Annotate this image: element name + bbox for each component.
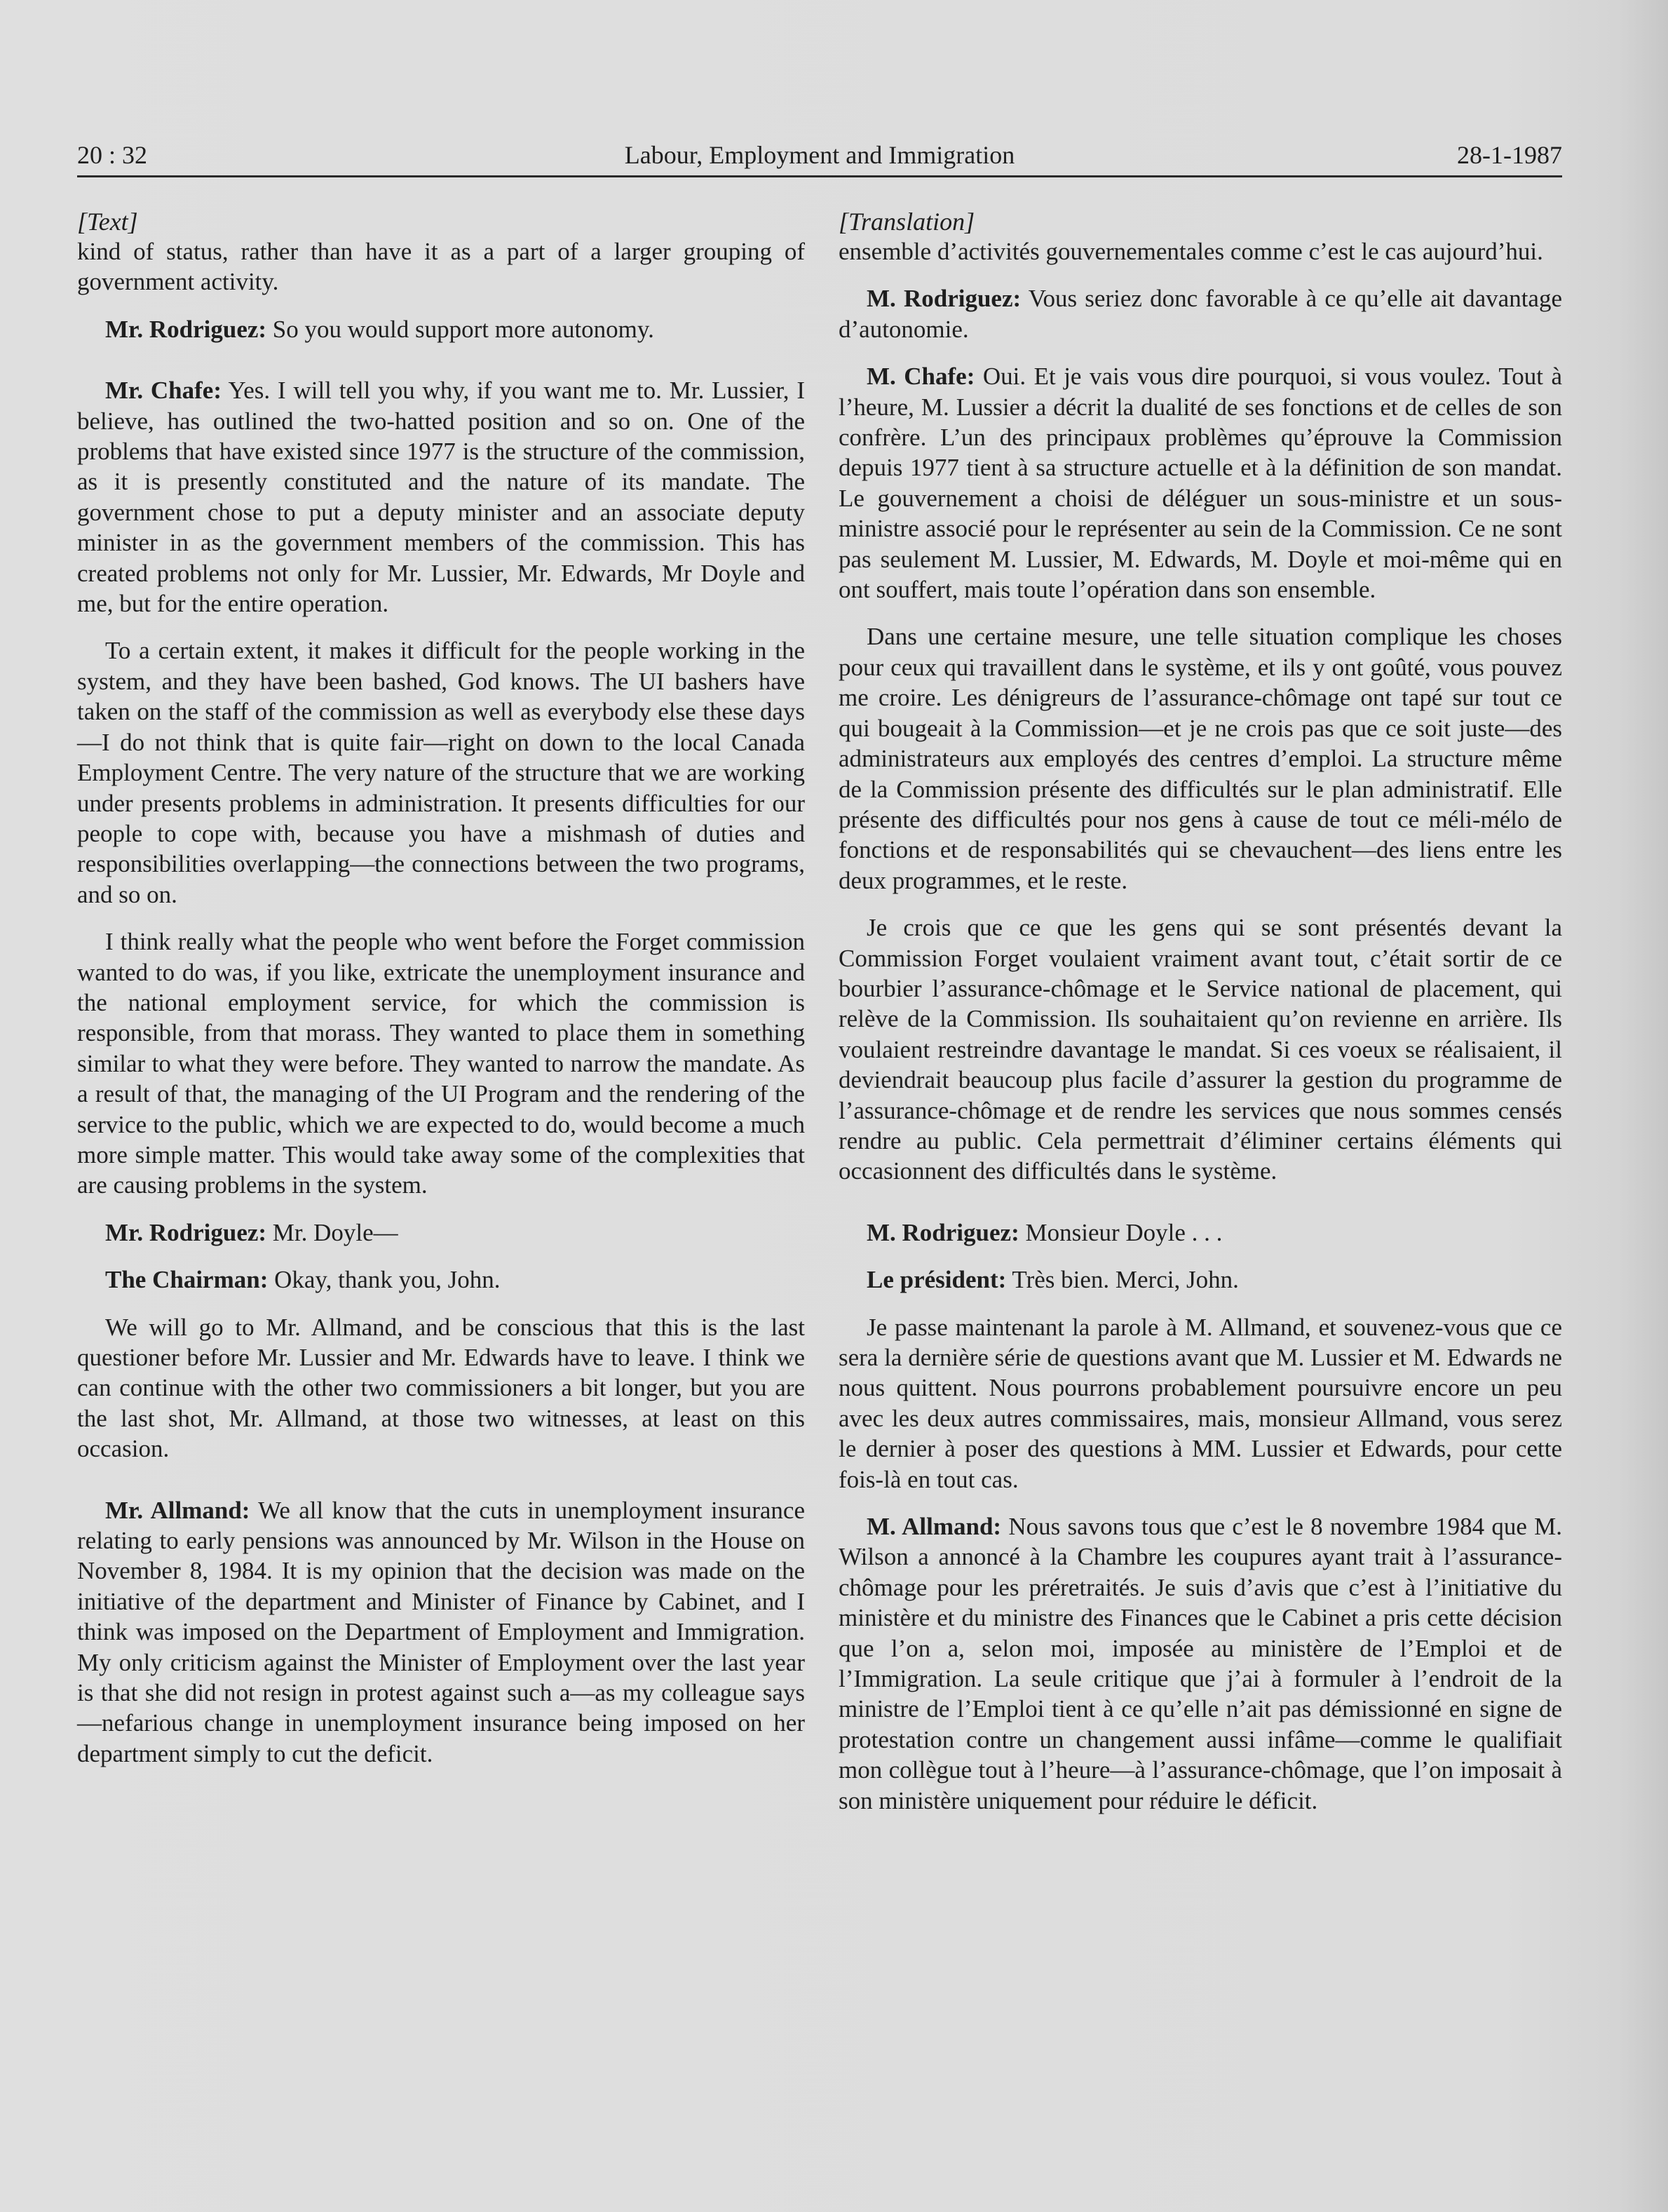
paragraph: Dans une certaine mesure, une telle situation complique les choses pour ceux qui travaillent dans le système, et ils y ont goûté, vous pouvez me croire. Les dénigreurs de l’assurance-chômage ont tapé sur tout ce qui bougeait à la Commission—et je ne crois pas que ce soit juste—des administrateurs aux employés des centres d’emploi. La structure même de la Commission présente des difficultés sur le plan administratif. Elle présente des difficultés pour nos gens à cause de tout ce méli-mélo de fonctions et de responsabilités qui se chevauchent—des liens entre les deux programmes, et le reste. (839, 623, 1562, 894)
speech-paragraph (77, 1265, 805, 1295)
text-marker: [Text] (77, 208, 138, 236)
speaker-name: M. Allmand: (867, 1513, 1002, 1541)
paragraph: I think really what the people who went before the Forget commission wanted to do was, if you like, extricate the unemployment insurance and the national employment service, for which the commission is responsible, from that morass. They wanted to place them in something similar to what they were before. They wanted to narrow the mandate. As a result of that, the managing of the UI Program and the rendering of the service to the public, which we are expected to do, would become a much more simple matter. This would take away some of the complexities that are causing problems in the system. (77, 928, 805, 1199)
paragraph: Je crois que ce que les gens qui se sont présentés devant la Commission Forget voulaient vraiment avant tout, c’était sortir de ce bourbier l’assurance-chômage et le Service national de placement, qui relève de la Commission. Ils souhaitaient qu’on revienne en arrière. Ils voulaient restreindre davantage le mandat. Si ces voeux se réalisaient, il deviendrait beaucoup plus facile d’assurer la gestion du programme de l’assurance-chômage et de rendre les services que nous sommes censés rendre au public. Cela permettrait d’éliminer certains éléments qui occasionnent des difficultés dans le système. (839, 914, 1562, 1185)
speech-paragraph (77, 375, 805, 619)
english-column (77, 207, 805, 1786)
header-title: Labour, Employment and Immigration (624, 141, 1015, 169)
speech-text: Vous seriez donc favorable à ce qu’elle ait davantage d’autonomie. (839, 285, 1562, 343)
speech-text: We all know that the cuts in unemployment insurance relating to early pensions was announced by Mr. Wilson in the House on November 8, 1984. It is my opinion that the decision was made on the initiative of the department and Minister of Finance by Cabinet, and I think was imposed on the Department of Employment and Immigration. My only criticism against the Minister of Employment over the last year is that she did not resign in protest against such a—as my colleague says—nefarious change in unemployment insurance being imposed on her department simply to cut the deficit. (77, 1496, 806, 1767)
translation-marker: [Translation] (839, 208, 975, 236)
speaker-name: Mr. Rodriguez: (105, 1218, 267, 1246)
speech-text: Okay, thank you, John. (268, 1266, 501, 1294)
speech-paragraph (77, 1495, 805, 1769)
french-column (839, 207, 1562, 1833)
speech-paragraph (839, 283, 1562, 344)
speaker-name: The Chairman: (105, 1266, 269, 1294)
paragraph: Je passe maintenant la parole à M. Allmand, et souvenez-vous que ce sera la dernière série de questions avant que M. Lussier et M. Edwards ne nous quittent. Nous pourrons probablement poursuivre encore un peu avec les deux autres commissaires, mais, monsieur Allmand, vous serez le dernier à poser des questions à MM. Lussier et Edwards, pour cette fois-là en tout cas. (839, 1313, 1562, 1493)
speech-text: So you would support more autonomy. (266, 315, 654, 343)
speech-paragraph (839, 361, 1562, 605)
speech-text: Yes. I will tell you why, if you want me to. Mr. Lussier, I believe, has outlined the two-hatted position and so on. One of the problems that have existed since 1977 is the structure of the commission, as it is presently constituted and the nature of its mandate. The government chose to put a deputy minister and an associate deputy minister in as the government members of the commission. This has created problems not only for Mr. Lussier, Mr. Edwards, Mr Doyle and me, but for the entire operation. (77, 377, 805, 618)
paragraph: ensemble d’activités gouvernementales comme c’est le cas aujourd’hui. (839, 238, 1543, 265)
speaker-name: M. Rodriguez: (867, 1218, 1019, 1246)
speech-text: Oui. Et je vais vous dire pourquoi, si vous voulez. Tout à l’heure, M. Lussier a décrit la dualité de ses fonctions et de celles de son confrère. L’un des principaux problèmes qu’éprouve la Commission depuis 1977 tient à sa structure actuelle et à la définition de son mandat. Le gouvernement a choisi de déléguer un sous-ministre et un sous-ministre associé pour le représenter au sein de la Commission. Ce ne sont pas seulement M. Lussier, M. Edwards, M. Doyle et moi-même qui en ont souffert, mais toute l’opération dans son ensemble. (839, 363, 1563, 604)
paragraph: To a certain extent, it makes it difficult for the people working in the system, and they have been bashed, God knows. The UI bashers have taken on the staff of the commission as well as everybody else these days—I do not think that is quite fair—right on down to the local Canada Employment Centre. The very nature of the structure that we are working under presents problems in administration. It presents difficulties for our people to cope with, because you have a mishmash of duties and responsibilities overlapping—the connections between the two programs, and so on. (77, 637, 805, 908)
speech-paragraph (839, 1218, 1562, 1248)
speech-text: Très bien. Merci, John. (1006, 1266, 1239, 1294)
speech-paragraph (77, 314, 805, 344)
header-date: 28-1-1987 (1457, 141, 1562, 169)
speaker-name: M. Chafe: (867, 363, 975, 391)
paragraph: We will go to Mr. Allmand, and be conscious that this is the last questioner before Mr. Lussier and Mr. Edwards have to leave. I think we can continue with the other two commissioners a bit longer, but you are the last shot, Mr. Allmand, at those two witnesses, at least on this occasion. (77, 1313, 805, 1463)
speech-text: Mr. Doyle— (266, 1218, 398, 1246)
speaker-name: Mr. Rodriguez: (105, 315, 267, 343)
speaker-name: Le président: (867, 1266, 1007, 1294)
running-header (77, 139, 1562, 177)
speech-paragraph (77, 1218, 805, 1248)
paragraph: kind of status, rather than have it as a part of a larger grouping of government activity. (77, 238, 805, 296)
speech-text: Monsieur Doyle . . . (1019, 1218, 1223, 1246)
speaker-name: Mr. Allmand: (105, 1496, 250, 1524)
speaker-name: Mr. Chafe: (105, 377, 222, 405)
header-page-number: 20 : 32 (77, 141, 148, 169)
speech-paragraph (839, 1265, 1562, 1295)
speech-text: Nous savons tous que c’est le 8 novembre 1984 que M. Wilson a annoncé à la Chambre les coupures ayant trait à l’assurance-chômage pour les préretraités. Je suis d’avis que c’est à l’initiative du ministère et du ministre des Finances que le Cabinet a pris cette décision que l’on a, selon moi, imposée au ministère de l’Emploi et de l’Immigration. La seule critique que j’ai à formuler à l’endroit de la ministre de l’Emploi tient à ce qu’elle n’ait pas démissionné en signe de protestation contre un changement aussi infâme—comme le qualifiait mon collègue tout à l’heure—à l’assurance-chômage, que l’on imposait à son ministère uniquement pour réduire le déficit. (839, 1513, 1563, 1814)
speech-paragraph (839, 1511, 1562, 1816)
speaker-name: M. Rodriguez: (867, 285, 1022, 313)
